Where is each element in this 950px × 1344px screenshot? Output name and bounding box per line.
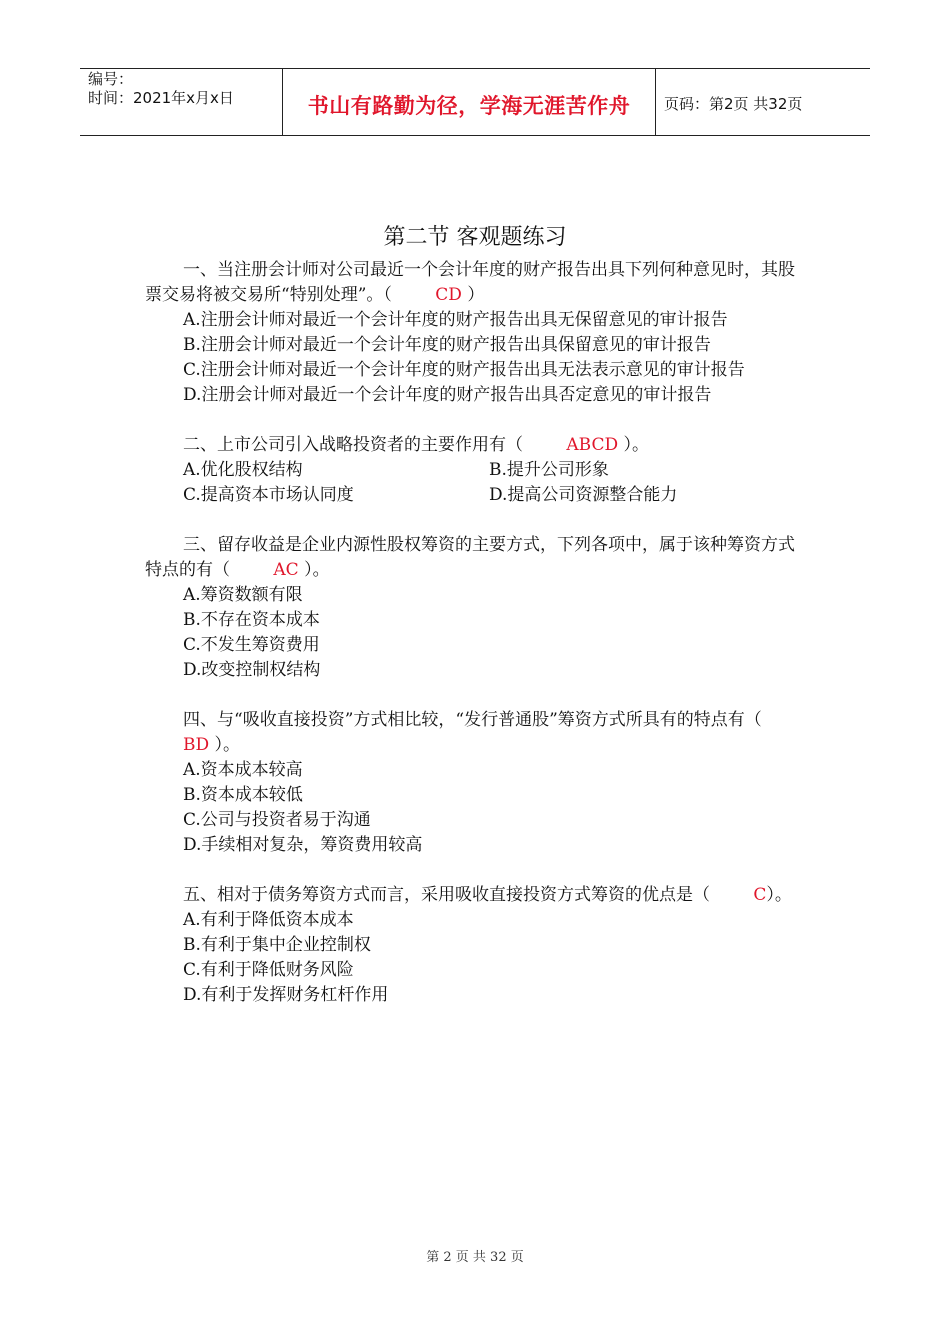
header-motto: 书山有路勤为径，学海无涯苦作舟 <box>307 94 631 118</box>
option-d: D.有利于发挥财务杠杆作用 <box>183 985 389 1005</box>
option-a: A.筹资数额有限 <box>183 585 303 605</box>
question-stem: 二、上市公司引入战略投资者的主要作用有（ ABCD ）。 <box>145 433 810 458</box>
header-top-rule <box>80 68 870 69</box>
answer-key: CD <box>435 285 462 305</box>
question-5 <box>145 883 810 1008</box>
option-d: D.改变控制权结构 <box>183 660 321 680</box>
option-a: A.注册会计师对最近一个会计年度的财产报告出具无保留意见的审计报告 <box>183 310 728 330</box>
answer-key: ABCD <box>566 435 619 455</box>
header-divider-right <box>655 69 656 135</box>
answer-key: C <box>753 885 767 905</box>
options-grid <box>145 458 810 508</box>
question-stem: 五、相对于债务筹资方式而言，采用吸收直接投资方式筹资的优点是（ C）。 <box>145 883 810 908</box>
option-b: B.资本成本较低 <box>183 785 303 805</box>
option-a: A.有利于降低资本成本 <box>183 910 354 930</box>
option-c: C.有利于降低财务风险 <box>183 960 354 980</box>
question-3 <box>145 533 810 683</box>
option-c: C.公司与投资者易于沟通 <box>183 810 371 830</box>
option-b: B.注册会计师对最近一个会计年度的财产报告出具保留意见的审计报告 <box>183 335 711 355</box>
question-list <box>145 258 810 1008</box>
question-stem: 三、留存收益是企业内源性股权筹资的主要方式，下列各项中，属于该种筹资方式特点的有（ AC ）。 <box>145 533 810 583</box>
question-stem: 四、与“吸收直接投资”方式相比较，“发行普通股”筹资方式所具有的特点有（ BD ）。 <box>145 708 810 758</box>
header-time-label: 时间：2021年x月x日 <box>88 89 234 107</box>
answer-key: AC <box>273 560 299 580</box>
question-4 <box>145 708 810 858</box>
option-a: A.资本成本较高 <box>183 760 303 780</box>
header-number-label: 编号： <box>88 70 134 88</box>
question-2 <box>145 433 810 508</box>
page-footer: 第 2 页 共 32 页 <box>426 1250 524 1265</box>
option-d: D.手续相对复杂，筹资费用较高 <box>183 835 423 855</box>
option-b: B.不存在资本成本 <box>183 610 320 630</box>
option-b: B.提升公司形象 <box>489 460 609 480</box>
option-c: C.提高资本市场认同度 <box>183 485 354 505</box>
option-c: C.不发生筹资费用 <box>183 635 320 655</box>
section-title: 第二节 客观题练习 <box>383 225 567 250</box>
question-stem: 一、当注册会计师对公司最近一个会计年度的财产报告出具下列何种意见时，其股票交易将被交易所“特别处理”。（ CD ） <box>145 258 810 308</box>
option-b: B.有利于集中企业控制权 <box>183 935 371 955</box>
header-page-info: 页码：第2页 共32页 <box>664 95 803 113</box>
option-a: A.优化股权结构 <box>183 460 303 480</box>
answer-key: BD <box>183 735 210 755</box>
option-d: D.提高公司资源整合能力 <box>489 485 678 505</box>
header-bottom-rule <box>80 135 870 136</box>
header-meta <box>88 70 234 108</box>
option-c: C.注册会计师对最近一个会计年度的财产报告出具无法表示意见的审计报告 <box>183 360 745 380</box>
question-1 <box>145 258 810 408</box>
option-d: D.注册会计师对最近一个会计年度的财产报告出具否定意见的审计报告 <box>183 385 712 405</box>
